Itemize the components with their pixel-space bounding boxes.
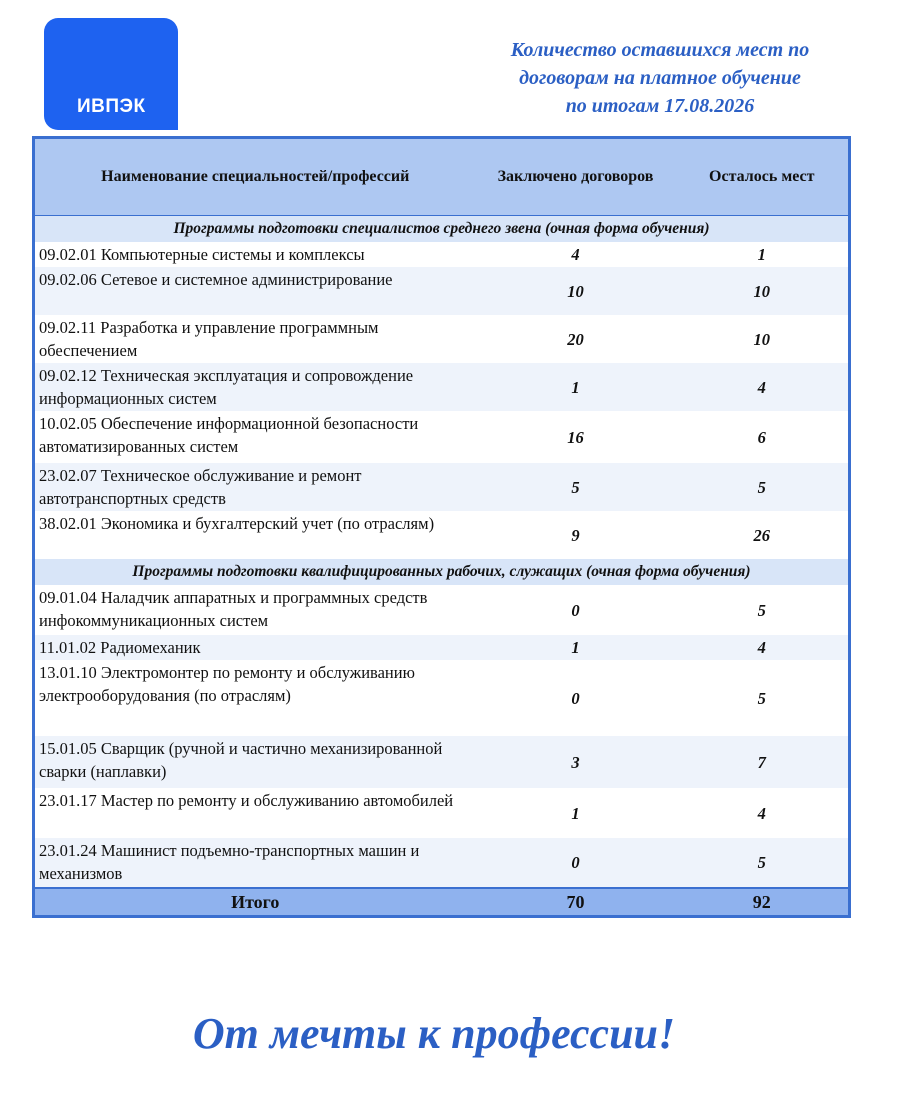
remaining-count: 7 xyxy=(676,736,850,788)
remaining-count: 26 xyxy=(753,525,770,545)
remaining-count: 4 xyxy=(676,635,850,660)
table-row xyxy=(34,635,850,660)
specialty-name: 09.01.04 Наладчик аппаратных и программных средств инфокоммуникационных систем xyxy=(39,588,428,630)
total-remaining: 92 xyxy=(676,888,850,917)
total-contracts: 70 xyxy=(476,888,676,917)
section-header-row xyxy=(34,216,850,243)
total-label: Итого xyxy=(34,888,476,917)
table-row xyxy=(34,411,850,463)
table-row xyxy=(34,363,850,411)
contracts-count: 0 xyxy=(571,600,580,620)
contracts-count: 16 xyxy=(567,427,584,447)
remaining-count: 5 xyxy=(757,688,766,708)
contracts-count: 3 xyxy=(476,736,676,788)
table-body xyxy=(34,216,850,917)
places-table xyxy=(32,136,851,918)
table-row xyxy=(34,242,850,267)
contracts-count: 20 xyxy=(567,329,584,349)
contracts-count: 1 xyxy=(571,803,580,823)
specialty-name: 09.02.06 Сетевое и системное администрирование xyxy=(34,267,476,315)
column-header-name: Наименование специальностей/профессий xyxy=(34,138,476,216)
specialty-name: 09.02.11 Разработка и управление программным обеспечением xyxy=(39,318,379,360)
specialty-name: 09.02.12 Техническая эксплуатация и сопровождение информационных систем xyxy=(34,363,476,411)
remaining-count: 5 xyxy=(676,838,850,888)
contracts-count: 0 xyxy=(571,688,580,708)
contracts-count: 10 xyxy=(476,267,676,315)
contracts-count: 0 xyxy=(476,838,676,888)
table-row xyxy=(34,463,850,511)
specialty-name: 10.02.05 Обеспечение информационной безопасности автоматизированных систем xyxy=(39,414,419,456)
remaining-count: 4 xyxy=(676,363,850,411)
table-row xyxy=(34,267,850,315)
total-row xyxy=(34,888,850,917)
section-title: Программы подготовки специалистов среднего звена (очная форма обучения) xyxy=(34,216,850,243)
logo-text: ИВПЭК xyxy=(77,96,146,117)
table-row xyxy=(34,585,850,635)
remaining-count: 5 xyxy=(676,463,850,511)
remaining-count: 10 xyxy=(676,267,850,315)
column-header-remaining: Осталось мест xyxy=(676,138,850,216)
logo xyxy=(44,18,178,130)
contracts-count: 5 xyxy=(476,463,676,511)
table-row xyxy=(34,788,850,838)
contracts-count: 4 xyxy=(571,245,580,264)
table-row xyxy=(34,315,850,363)
contracts-count: 9 xyxy=(571,525,580,545)
column-header-contracts: Заключено договоров xyxy=(476,138,676,216)
title-line: договорам на платное обучение xyxy=(519,67,801,89)
specialty-name: 23.01.17 Мастер по ремонту и обслуживанию автомобилей xyxy=(39,791,454,810)
page-title xyxy=(440,36,880,120)
table-row xyxy=(34,736,850,788)
remaining-count: 5 xyxy=(757,600,766,620)
specialty-name: 15.01.05 Сварщик (ручной и частично механизированной сварки (наплавки) xyxy=(34,736,476,788)
specialty-name: 13.01.10 Электромонтер по ремонту и обслуживанию электрооборудования (по отраслям) xyxy=(39,663,415,705)
specialty-name: 09.02.01 Компьютерные системы и комплексы xyxy=(39,245,365,264)
table-header-row xyxy=(34,138,850,216)
title-line: Количество оставшихся мест по xyxy=(510,39,810,61)
contracts-count: 1 xyxy=(476,363,676,411)
table-row xyxy=(34,838,850,888)
section-title: Программы подготовки квалифицированных рабочих, служащих (очная форма обучения) xyxy=(34,559,850,585)
specialty-name: 23.02.07 Техническое обслуживание и ремонт автотранспортных средств xyxy=(34,463,476,511)
table-row xyxy=(34,660,850,736)
specialty-name: 23.01.24 Машинист подъемно-транспортных машин и механизмов xyxy=(34,838,476,888)
contracts-count: 1 xyxy=(476,635,676,660)
section-header-row xyxy=(34,559,850,585)
remaining-count: 1 xyxy=(757,245,766,264)
slogan: От мечты к профессии! xyxy=(192,1009,676,1058)
specialty-name: 38.02.01 Экономика и бухгалтерский учет (по отраслям) xyxy=(39,514,435,533)
title-line: по итогам 17.08.2026 xyxy=(565,95,755,117)
specialty-name: 11.01.02 Радиомеханик xyxy=(34,635,476,660)
table-row xyxy=(34,511,850,559)
remaining-count: 10 xyxy=(753,329,770,349)
remaining-count: 4 xyxy=(757,803,766,823)
remaining-count: 6 xyxy=(757,427,766,447)
